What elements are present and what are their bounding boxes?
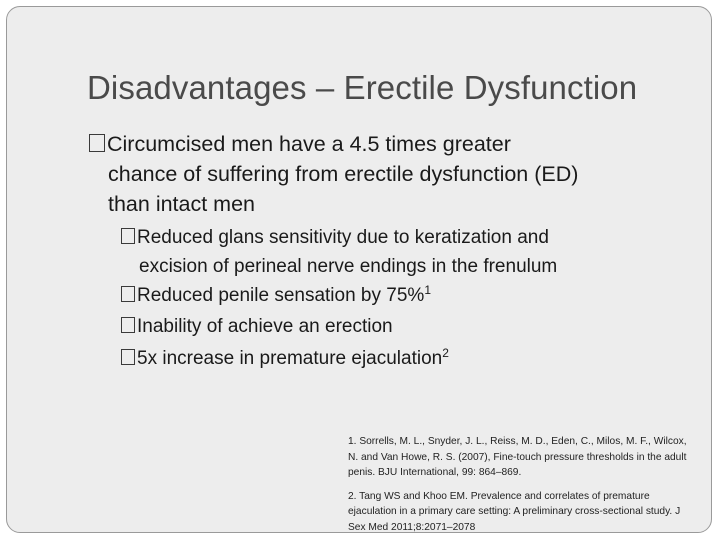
slide-title: Disadvantages – Erectile Dysfunction [87, 69, 638, 106]
main-bullet-line1: Circumcised men have a 4.5 times greater [107, 132, 511, 156]
sub-bullet-line1: Inability of achieve an erection [137, 316, 393, 337]
bullet-box-icon [121, 349, 135, 365]
sub-bullet-line1: Reduced glans sensitivity due to keratization and [137, 227, 549, 248]
sub-bullet [121, 344, 449, 373]
bullet-box-icon [121, 228, 135, 244]
references [348, 434, 698, 543]
sub-bullet-line2: excision of perineal nerve endings in the frenulum [139, 256, 558, 277]
sub-bullet-line1: 5x increase in premature ejaculation [137, 348, 443, 369]
reference-item: 1. Sorrells, M. L., Snyder, J. L., Reiss, M. D., Eden, C., Milos, M. F., Wilcox, N. and Van Howe, R. S. (2007), Fine-touch pressure thresholds in the adult penis. BJU International, 99: 864–869. [348, 436, 687, 478]
bullet-box-icon [121, 286, 135, 302]
footnote-marker: 2 [442, 346, 449, 360]
bullet-box-icon [121, 317, 135, 333]
main-bullet-line3: than intact men [108, 192, 256, 216]
main-bullet-line2: chance of suffering from erectile dysfunction (ED) [108, 162, 579, 186]
footnote-marker: 1 [424, 283, 431, 297]
slide-frame [6, 6, 712, 533]
bullet-box-icon [89, 134, 105, 152]
sub-bullet [121, 281, 431, 310]
reference-item: 2. Tang WS and Khoo EM. Prevalence and correlates of premature ejaculation in a primary care setting: A preliminary cross-sectional study. J Sex Med 2011;8:2071–2078 [348, 490, 681, 533]
sub-bullet-line1: Reduced penile sensation by 75% [137, 285, 425, 306]
sub-bullet [121, 223, 681, 281]
main-bullet [89, 129, 669, 219]
sub-bullet [121, 312, 393, 341]
